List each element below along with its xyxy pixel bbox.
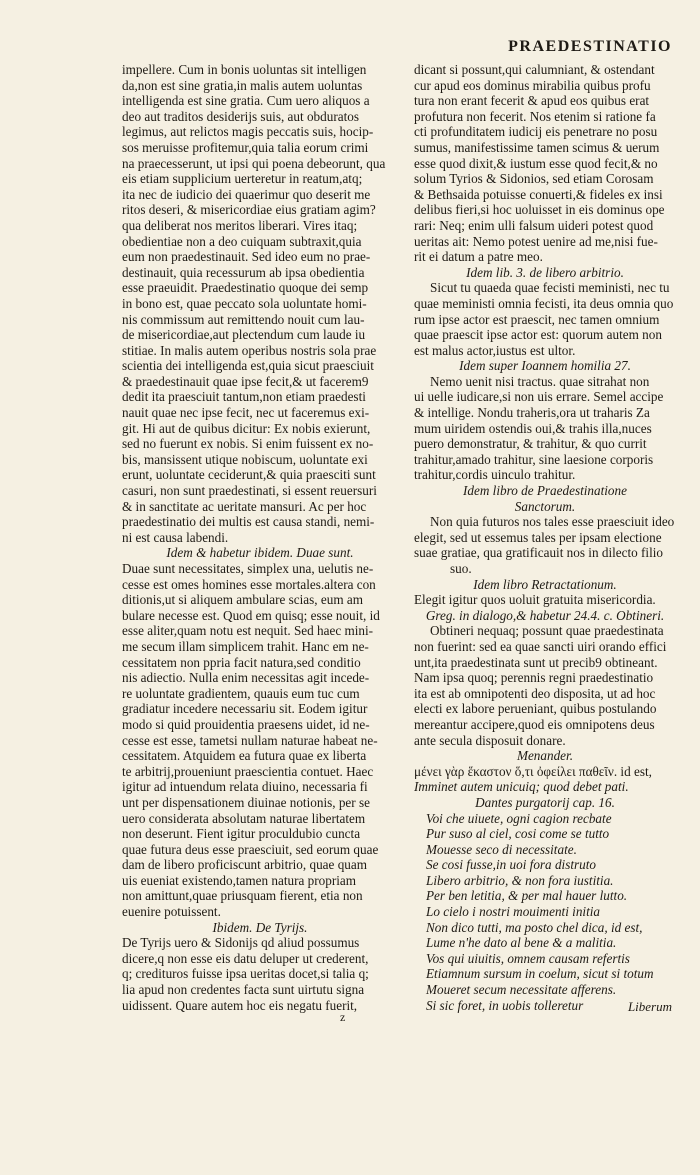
text-line: cesse est esse, tametsi nullam naturae habeat ne-: [122, 732, 378, 748]
text-line: na praecesserunt, ut ipsi qui poena debeorunt, qua: [122, 155, 386, 171]
text-line: profutura non fecerit. Nos etenim si ratione fa: [414, 108, 656, 124]
text-line: Non quia futuros nos tales esse praesciuit ideo: [430, 514, 675, 530]
text-line: delibus fieri,si hoc uoluisset in eis dominus ope: [414, 202, 665, 218]
text-line: De Tyrijs uero & Sidonijs qd aliud possumus: [122, 935, 360, 951]
text-line: & intellige. Nondu traheris,ora ut traharis Za: [414, 405, 650, 421]
text-line: destinauit, quia recessurum ab ipsa obedientia: [122, 264, 365, 280]
text-line: eis etiam supplicium uerteretur in reatum,atq;: [122, 171, 363, 187]
text-line: uidissent. Quare autem hoc eis negatu fuerit,: [122, 997, 358, 1013]
text-line: Obtineri nequaq; possunt quae praedestinata: [430, 623, 664, 639]
left-text-column: [122, 62, 398, 1013]
text-line: cur apud eos dominus mirabilia quibus profu: [414, 77, 651, 93]
text-line: Ibidem. De Tyrijs.: [212, 919, 308, 935]
text-line: Greg. in dialogo,& habetur 24.4. c. Obtineri.: [425, 607, 665, 623]
text-line: solum Tyrios & Sidonios, sed etiam Corosam: [414, 171, 654, 187]
text-line: Sicut tu quaeda quae fecisti meministi, nec tu: [430, 280, 670, 296]
text-line: Nemo uenit nisi tractus. quae sitrahat non: [430, 373, 650, 389]
text-line: te arbitrij,proueniunt praescientia contuet. Haec: [122, 763, 374, 779]
text-line: intelligenda est sine gratia. Cum uero aliquos a: [122, 93, 370, 109]
page-header: [40, 32, 672, 56]
text-line: rit ei datum a patre meo.: [414, 249, 543, 265]
text-line: bulare necesse est. Quod em quisq; esse nouit, id: [122, 607, 380, 623]
text-line: ante secula disposuit donare.: [414, 732, 566, 748]
signature-mark: z: [340, 1010, 346, 1024]
text-line: quae praescit ipse actor est: quorum autem non: [414, 327, 662, 343]
text-line: ui uelle iudicare,si non uis errare. Semel accipe: [414, 389, 664, 405]
text-line: trahitur,cordis uinculo trahitur.: [414, 467, 576, 483]
text-line: uis eueniat existendo,tamen natura propriam: [122, 872, 357, 888]
text-line: ritos deseri, & misericordiae eius gratiam agim?: [122, 202, 376, 218]
text-line: non amittunt,quae priusquam fierent, etia non: [122, 888, 363, 904]
text-line: unt per dispensationem diuinae notionis, per se: [122, 794, 370, 810]
running-title: PRAEDESTINATIO: [508, 38, 672, 55]
text-line: cti profunditatem iudicij eis penetrare no posu: [414, 124, 658, 140]
text-line: scientia dei intelligenda est,quia sicut praesciuit: [122, 358, 374, 374]
text-line: sumus, manifestissime tamen scimus & uerum: [414, 139, 660, 155]
text-line: sos meruisse profitemur,quia talia eorum crimi: [122, 139, 369, 155]
text-line: ita nec de iudicio dei quaerimur quo deserit me: [122, 186, 371, 202]
text-line: esse quod dixit,& iustum esse quod fecit,& no: [414, 155, 658, 171]
text-line: bis, mansissent utique nobiscum, uoluntate exi: [122, 451, 368, 467]
text-line: ueritas ait: Nemo potest uenire ad me,nisi fue-: [414, 233, 658, 249]
text-line: Voi che uiuete, ogni cagion recbate: [426, 810, 612, 826]
text-line: in bono est, quae peccato sola uoluntate homi-: [122, 295, 367, 311]
text-line: Idem libro Retractationum.: [473, 576, 617, 592]
text-line: sed no fuerunt ex nobis. Si enim fuissent ex no-: [122, 436, 374, 452]
text-line: esse aliter,quam notu est nequit. Sed haec mini-: [122, 623, 374, 639]
text-line: lia apud non credentes facta sunt uirtutu signa: [122, 982, 365, 998]
text-line: euenire potuissent.: [122, 904, 221, 920]
text-line: est malus actor,iustus est ultor.: [414, 342, 576, 358]
text-line: cessitatem non ppria facit natura,sed conditio: [122, 654, 361, 670]
text-line: non fuerint: sed ea quae sancti uiri orando effici: [414, 638, 667, 654]
text-line: Idem libro de Praedestinatione: [463, 483, 627, 499]
text-line: Duae sunt necessitates, simplex una, uelutis ne-: [122, 561, 374, 576]
text-line: Idem super Ioannem homilia 27.: [459, 358, 631, 374]
text-line: da,non est sine gratia,in malis autem uoluntas: [122, 77, 363, 93]
text-line: trahitur,amado trahitur, sine laesione corporis: [414, 451, 654, 467]
text-line: dedit ita praesciuit tantum,non etiam praedesti: [122, 389, 366, 405]
text-line: & Bethsaida potuisse conuerti,& fideles ex insi: [414, 186, 663, 202]
text-line: q; credituros fuisse ipsa ueritas docet,si talia q;: [122, 966, 369, 982]
text-line: nis commissum aut remittendo nouit cum lau-: [122, 311, 365, 327]
text-line: me secum illam simplicem trahit. Hanc em ne-: [122, 638, 369, 654]
text-line: Si sic foret, in uobis tolleretur: [426, 997, 584, 1013]
text-line: quae futura deus esse praesciuit, sed eorum quae: [122, 841, 379, 857]
right-text-column: [414, 62, 676, 1013]
text-line: deo aut traditos desiderijs suis, aut obduratos: [122, 108, 359, 124]
text-line: Lo cielo i nostri mouimenti initia: [426, 904, 601, 920]
text-line: igitur ad intuendum relata diuino, necessaria fi: [122, 779, 368, 795]
text-line: ditionis,ut si aliquem ambulare scias, eum am: [122, 592, 363, 608]
text-line: suae gratiae, qua gratificauit nos in dilecto filio: [414, 545, 664, 561]
text-line: impellere. Cum in bonis uoluntas sit intelligen: [122, 62, 367, 77]
text-line: mum uiridem ostendis oui,& trahis illa,nuces: [414, 420, 652, 436]
text-line: μένει γὰρ ἕκαστον ὅ,τι ὀφείλει παθεῖν. id est,: [414, 763, 652, 779]
text-line: & in sanctitate ac ueritate mansuri. Ac per hoc: [122, 498, 367, 514]
text-line: modo si quid prouidentia praesens uidet, id ne-: [122, 716, 370, 732]
text-line: unt,ita praedestinata sunt ut precib9 obtineant.: [414, 654, 658, 670]
catchword: Liberum: [627, 999, 672, 1014]
text-line: dam de libero proficiscunt arbitrio, quae quam: [122, 857, 367, 873]
text-line: Idem lib. 3. de libero arbitrio.: [466, 264, 624, 280]
text-line: Lume n'he dato al bene & a malitia.: [426, 935, 617, 951]
text-line: Se cosi fusse,in uoi fora distruto: [426, 857, 596, 873]
text-line: git. Hi aut de quibus dicitur: Ex nobis exierunt,: [122, 420, 371, 436]
text-line: Mouesse seco di necessitate.: [426, 841, 577, 857]
text-line: ita est ab omnipotenti deo disposita, ut ad hoc: [414, 685, 656, 701]
text-line: Per ben letitia, & per mal hauer lutto.: [426, 888, 628, 904]
text-line: electi ex labore perueniant, quibus postulando: [414, 701, 657, 717]
text-line: legimus, aut relictos magis peccatis suis, hocip-: [122, 124, 374, 140]
text-line: Idem & habetur ibidem. Duae sunt.: [166, 545, 354, 561]
text-line: praedestinatio dei multis est causa standi, nemi-: [122, 514, 375, 530]
text-line: nis adiectio. Nulla enim necessitas agit incede-: [122, 670, 370, 686]
text-line: cesse est omes homines esse mortales.altera con: [122, 576, 376, 592]
text-line: de misericordiae,aut plectendum cum laude iu: [122, 327, 366, 343]
text-line: qua deliberat nos meritos liberari. Vires itaq;: [122, 217, 358, 233]
text-line: casuri, non sunt praedestinati, si essent reuersuri: [122, 483, 377, 499]
text-line: quae meministi omnia fecisti, ita deus omnia quo: [414, 295, 674, 311]
text-line: cessitatem. Atquidem ea futura quae ex liberta: [122, 748, 367, 764]
text-line: elegit, sed ut essemus tales per ipsam electione: [414, 529, 662, 545]
text-line: gradiatur incedere necessariu sit. Eodem igitur: [122, 701, 368, 717]
text-line: puero demonstratur, & trahitur, & quo currit: [414, 436, 647, 452]
text-line: eum non praedestinauit. Sed ideo eum no prae-: [122, 249, 371, 265]
text-line: erunt, uoluntate ceciderunt,& quia praesciti sunt: [122, 467, 376, 483]
text-line: Dantes purgatorij cap. 16.: [475, 794, 615, 810]
text-line: esse praeuidit. Praedestinatio quoque dei semp: [122, 280, 369, 296]
text-line: Pur suso al ciel, cosi come se tutto: [426, 826, 610, 842]
text-line: Sanctorum.: [514, 498, 576, 514]
text-line: Imminet autem unicuiq; quod debet pati.: [414, 779, 629, 795]
text-line: & praedestinauit quae ipse fecit,& ut facerem9: [122, 373, 369, 389]
text-line: Etiamnum sursum in coelum, sicut si totum: [426, 966, 654, 982]
text-line: rum ipse actor est praescit, nec tamen omnium: [414, 311, 660, 327]
text-line: tura non erant fecerit & apud eos quibus erat: [414, 93, 650, 109]
text-line: obedientiae non a deo cuiquam subtraxit,quia: [122, 233, 362, 249]
text-line: stitiae. In malis autem operibus nostris sola prae: [122, 342, 377, 358]
text-line: uero considerata absolutam naturae libertatem: [122, 810, 366, 826]
text-line: dicant si possunt,qui calumniant, & ostendant: [414, 62, 655, 77]
text-line: Moueret secum necessitate afferens.: [426, 982, 617, 998]
text-line: Elegit igitur quos uoluit gratuita misericordia.: [414, 592, 656, 608]
text-line: non deserunt. Fient igitur proculdubio cuncta: [122, 826, 361, 842]
text-line: Vos qui uiuitis, omnem causam refertis: [426, 950, 630, 966]
text-line: nauit quae nec ipse fecit, nec ut faceremus exi-: [122, 405, 370, 421]
text-line: mereantur accipere,quod eis omnipotens deus: [414, 716, 655, 732]
text-line: ni est causa labendi.: [122, 529, 229, 545]
text-line: Non dico tutti, ma posto chel dica, id est,: [426, 919, 643, 935]
text-line: dicere,q non esse eis datu deluper ut crederent,: [122, 950, 369, 966]
text-line: re uoluntate gradientem, quauis eum tuc cum: [122, 685, 360, 701]
text-line: Libero arbitrio, & non fora iustitia.: [426, 872, 614, 888]
text-line: rari: Neq; enim ulli falsum uideri potest quod: [414, 217, 654, 233]
text-line: Nam ipsa quoq; perennis regni praedestinatio: [414, 670, 654, 686]
text-line: Menander.: [516, 748, 574, 764]
text-line: suo.: [450, 561, 472, 576]
